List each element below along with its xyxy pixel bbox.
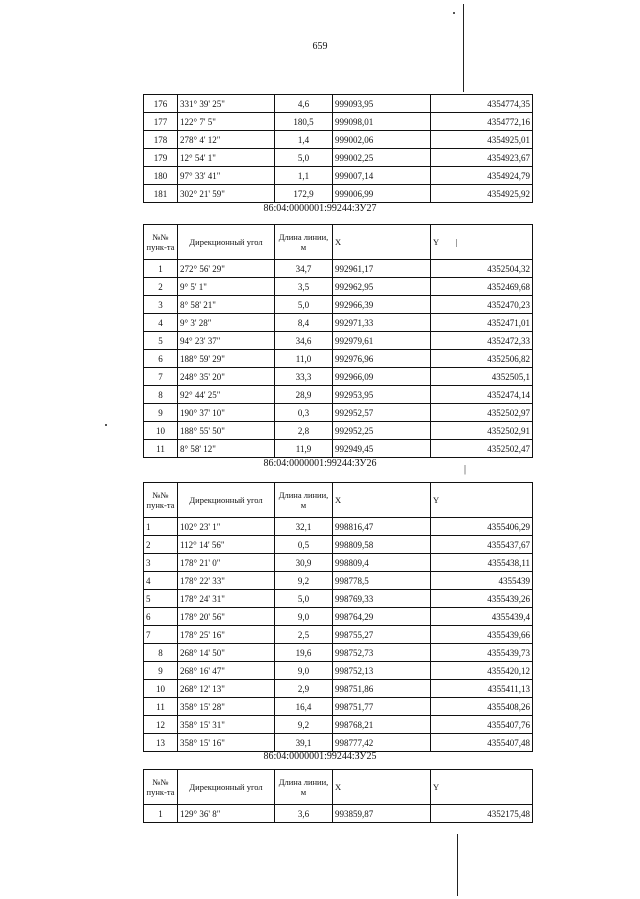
table-row [144, 167, 533, 185]
direction-angle: 97° 33' 41" [178, 167, 275, 185]
line-length: 32,1 [275, 518, 333, 536]
direction-angle: 9° 3' 28" [178, 314, 275, 332]
line-length: 39,1 [275, 734, 333, 752]
page-number: 659 [312, 41, 328, 52]
y-coordinate: 4352470,23 [431, 296, 533, 314]
table-row [144, 404, 533, 422]
direction-angle: 358° 15' 16" [178, 734, 275, 752]
y-coordinate: 4355439,26 [431, 590, 533, 608]
x-coordinate: 998752,13 [333, 662, 431, 680]
table-header-row [144, 770, 533, 805]
header-x: X [333, 225, 431, 260]
line-length: 33,3 [275, 368, 333, 386]
direction-angle: 188° 59' 29" [178, 350, 275, 368]
scan-speck [453, 12, 455, 14]
table-row [144, 805, 533, 823]
x-coordinate: 998809,4 [333, 554, 431, 572]
x-coordinate: 998816,47 [333, 518, 431, 536]
x-coordinate: 999093,95 [333, 95, 431, 113]
line-length: 19,6 [275, 644, 333, 662]
line-length: 30,9 [275, 554, 333, 572]
table-row [144, 185, 533, 203]
y-coordinate: 4352474,14 [431, 386, 533, 404]
y-coordinate: 4352175,48 [431, 805, 533, 823]
direction-angle: 188° 55' 50" [178, 422, 275, 440]
x-coordinate: 998769,33 [333, 590, 431, 608]
point-number: 1 [144, 260, 178, 278]
direction-angle: 272° 56' 29" [178, 260, 275, 278]
x-coordinate: 999098,01 [333, 113, 431, 131]
direction-angle: 8° 58' 21" [178, 296, 275, 314]
y-coordinate: 4355439,4 [431, 608, 533, 626]
coordinates-table-zu25 [143, 769, 533, 823]
direction-angle: 129° 36' 8" [178, 805, 275, 823]
y-coordinate: 4355439,66 [431, 626, 533, 644]
direction-angle: 9° 5' 1" [178, 278, 275, 296]
line-length: 5,0 [275, 296, 333, 314]
line-length: 9,2 [275, 716, 333, 734]
y-coordinate: 4355439,73 [431, 644, 533, 662]
point-number: 2 [144, 278, 178, 296]
x-coordinate: 998768,21 [333, 716, 431, 734]
line-length: 3,5 [275, 278, 333, 296]
table-row [144, 440, 533, 458]
table-row [144, 314, 533, 332]
y-coordinate: 4352502,47 [431, 440, 533, 458]
header-line-length: Длина линии, м [275, 225, 333, 260]
x-coordinate: 998809,58 [333, 536, 431, 554]
x-coordinate: 992979,61 [333, 332, 431, 350]
table-header-row [144, 225, 533, 260]
direction-angle: 268° 14' 50" [178, 644, 275, 662]
line-length: 5,0 [275, 590, 333, 608]
header-y: Y [431, 770, 533, 805]
point-number: 177 [144, 113, 178, 131]
x-coordinate: 998751,77 [333, 698, 431, 716]
y-coordinate: 4354925,01 [431, 131, 533, 149]
table-row [144, 680, 533, 698]
table-row [144, 131, 533, 149]
x-coordinate: 998755,27 [333, 626, 431, 644]
y-coordinate: 4352504,32 [431, 260, 533, 278]
x-coordinate: 992962,95 [333, 278, 431, 296]
point-number: 11 [144, 440, 178, 458]
header-direction-angle: Дирекционный угол [178, 483, 275, 518]
x-coordinate: 993859,87 [333, 805, 431, 823]
direction-angle: 178° 22' 33" [178, 572, 275, 590]
direction-angle: 358° 15' 28" [178, 698, 275, 716]
header-line-length: Длина линии, м [275, 483, 333, 518]
line-length: 0,5 [275, 536, 333, 554]
y-coordinate: 4355438,11 [431, 554, 533, 572]
y-coordinate: 4355407,48 [431, 734, 533, 752]
direction-angle: 302° 21' 59" [178, 185, 275, 203]
line-length: 1,1 [275, 167, 333, 185]
line-length: 9,2 [275, 572, 333, 590]
scan-artifact-line [457, 834, 458, 896]
line-length: 180,5 [275, 113, 333, 131]
header-x: X [333, 770, 431, 805]
header-direction-angle: Дирекционный угол [178, 225, 275, 260]
direction-angle: 178° 20' 56" [178, 608, 275, 626]
line-length: 11,9 [275, 440, 333, 458]
header-point-number: №№ пунк-та [144, 483, 178, 518]
point-number: 180 [144, 167, 178, 185]
table-row [144, 296, 533, 314]
x-coordinate: 992949,45 [333, 440, 431, 458]
table-row [144, 662, 533, 680]
table-row [144, 644, 533, 662]
line-length: 3,6 [275, 805, 333, 823]
x-coordinate: 992976,96 [333, 350, 431, 368]
direction-angle: 190° 37' 10" [178, 404, 275, 422]
point-number: 181 [144, 185, 178, 203]
x-coordinate: 999002,25 [333, 149, 431, 167]
line-length: 172,9 [275, 185, 333, 203]
line-length: 8,4 [275, 314, 333, 332]
header-point-number: №№ пунк-та [144, 770, 178, 805]
point-number: 10 [144, 422, 178, 440]
y-coordinate: 4352505,1 [431, 368, 533, 386]
line-length: 28,9 [275, 386, 333, 404]
point-number: 1 [144, 805, 178, 823]
y-coordinate: 4354924,79 [431, 167, 533, 185]
direction-angle: 94° 23' 37" [178, 332, 275, 350]
y-coordinate: 4352471,01 [431, 314, 533, 332]
parcel-title-mark: | [464, 464, 467, 475]
table-row [144, 350, 533, 368]
table-row [144, 608, 533, 626]
header-y: Y | [431, 225, 533, 260]
header-point-number: №№ пунк-та [144, 225, 178, 260]
point-number: 12 [144, 716, 178, 734]
direction-angle: 278° 4' 12" [178, 131, 275, 149]
x-coordinate: 998751,86 [333, 680, 431, 698]
direction-angle: 268° 16' 47" [178, 662, 275, 680]
table-row [144, 368, 533, 386]
point-number: 5 [144, 332, 178, 350]
x-coordinate: 992961,17 [333, 260, 431, 278]
table-row [144, 626, 533, 644]
table-row [144, 332, 533, 350]
x-coordinate: 992952,25 [333, 422, 431, 440]
table-header-row [144, 483, 533, 518]
header-x: X [333, 483, 431, 518]
x-coordinate: 999002,06 [333, 131, 431, 149]
table-row [144, 572, 533, 590]
direction-angle: 358° 15' 31" [178, 716, 275, 734]
point-number: 6 [144, 350, 178, 368]
y-coordinate: 4354774,35 [431, 95, 533, 113]
direction-angle: 12° 54' 1" [178, 149, 275, 167]
table-row [144, 149, 533, 167]
line-length: 2,5 [275, 626, 333, 644]
line-length: 4,6 [275, 95, 333, 113]
y-coordinate: 4355437,67 [431, 536, 533, 554]
y-coordinate: 4355406,29 [431, 518, 533, 536]
point-number: 13 [144, 734, 178, 752]
table-row [144, 518, 533, 536]
coordinates-table-continued [143, 94, 533, 203]
point-number: 7 [144, 368, 178, 386]
table-row [144, 260, 533, 278]
point-number: 11 [144, 698, 178, 716]
table-row [144, 734, 533, 752]
x-coordinate: 992953,95 [333, 386, 431, 404]
line-length: 2,8 [275, 422, 333, 440]
line-length: 9,0 [275, 608, 333, 626]
x-coordinate: 998764,29 [333, 608, 431, 626]
table-row [144, 554, 533, 572]
point-number: 9 [144, 404, 178, 422]
point-number: 178 [144, 131, 178, 149]
point-number: 1 [144, 518, 178, 536]
point-number: 3 [144, 554, 178, 572]
y-coordinate: 4355420,12 [431, 662, 533, 680]
direction-angle: 268° 12' 13" [178, 680, 275, 698]
line-length: 9,0 [275, 662, 333, 680]
x-coordinate: 992966,09 [333, 368, 431, 386]
parcel-title-zu27: 86:04:0000001:99244:ЗУ27 [263, 203, 377, 214]
x-coordinate: 992971,33 [333, 314, 431, 332]
point-number: 8 [144, 644, 178, 662]
table-row [144, 113, 533, 131]
y-coordinate: 4352502,91 [431, 422, 533, 440]
direction-angle: 178° 25' 16" [178, 626, 275, 644]
table-row [144, 386, 533, 404]
direction-angle: 112° 14' 56" [178, 536, 275, 554]
table-row [144, 278, 533, 296]
direction-angle: 248° 35' 20" [178, 368, 275, 386]
point-number: 7 [144, 626, 178, 644]
line-length: 5,0 [275, 149, 333, 167]
y-coordinate: 4354772,16 [431, 113, 533, 131]
parcel-title-text: 86:04:0000001:99244:ЗУ26 [263, 458, 377, 469]
y-coordinate: 4354923,67 [431, 149, 533, 167]
x-coordinate: 998777,42 [333, 734, 431, 752]
point-number: 3 [144, 296, 178, 314]
y-coordinate: 4352469,68 [431, 278, 533, 296]
point-number: 4 [144, 314, 178, 332]
line-length: 2,9 [275, 680, 333, 698]
table-row [144, 716, 533, 734]
point-number: 6 [144, 608, 178, 626]
point-number: 176 [144, 95, 178, 113]
x-coordinate: 999006,99 [333, 185, 431, 203]
line-length: 11,0 [275, 350, 333, 368]
parcel-title-zu26 [0, 458, 640, 475]
point-number: 2 [144, 536, 178, 554]
x-coordinate: 998778,5 [333, 572, 431, 590]
y-coordinate: 4352506,82 [431, 350, 533, 368]
x-coordinate: 992952,57 [333, 404, 431, 422]
header-direction-angle: Дирекционный угол [178, 770, 275, 805]
parcel-title-zu25: 86:04:0000001:99244:ЗУ25 [263, 751, 377, 762]
header-line-length: Длина линии, м [275, 770, 333, 805]
line-length: 16,4 [275, 698, 333, 716]
x-coordinate: 992966,39 [333, 296, 431, 314]
table-row [144, 95, 533, 113]
point-number: 10 [144, 680, 178, 698]
line-length: 0,3 [275, 404, 333, 422]
y-coordinate: 4355408,26 [431, 698, 533, 716]
y-coordinate: 4355407,76 [431, 716, 533, 734]
direction-angle: 178° 21' 0" [178, 554, 275, 572]
point-number: 8 [144, 386, 178, 404]
direction-angle: 92° 44' 25" [178, 386, 275, 404]
direction-angle: 331° 39' 25" [178, 95, 275, 113]
table-row [144, 590, 533, 608]
line-length: 34,6 [275, 332, 333, 350]
line-length: 1,4 [275, 131, 333, 149]
point-number: 179 [144, 149, 178, 167]
direction-angle: 8° 58' 12" [178, 440, 275, 458]
y-coordinate: 4352472,33 [431, 332, 533, 350]
table-row [144, 422, 533, 440]
direction-angle: 122° 7' 5" [178, 113, 275, 131]
x-coordinate: 998752,73 [333, 644, 431, 662]
point-number: 9 [144, 662, 178, 680]
line-length: 34,7 [275, 260, 333, 278]
direction-angle: 178° 24' 31" [178, 590, 275, 608]
scan-speck [105, 424, 107, 426]
table-row [144, 536, 533, 554]
y-coordinate: 4354925,92 [431, 185, 533, 203]
coordinates-table-zu27 [143, 224, 533, 458]
table-row [144, 698, 533, 716]
header-y: Y [431, 483, 533, 518]
x-coordinate: 999007,14 [333, 167, 431, 185]
point-number: 4 [144, 572, 178, 590]
y-coordinate: 4355439 [431, 572, 533, 590]
point-number: 5 [144, 590, 178, 608]
coordinates-table-zu26 [143, 482, 533, 752]
y-coordinate: 4355411,13 [431, 680, 533, 698]
y-coordinate: 4352502,97 [431, 404, 533, 422]
direction-angle: 102° 23' 1" [178, 518, 275, 536]
